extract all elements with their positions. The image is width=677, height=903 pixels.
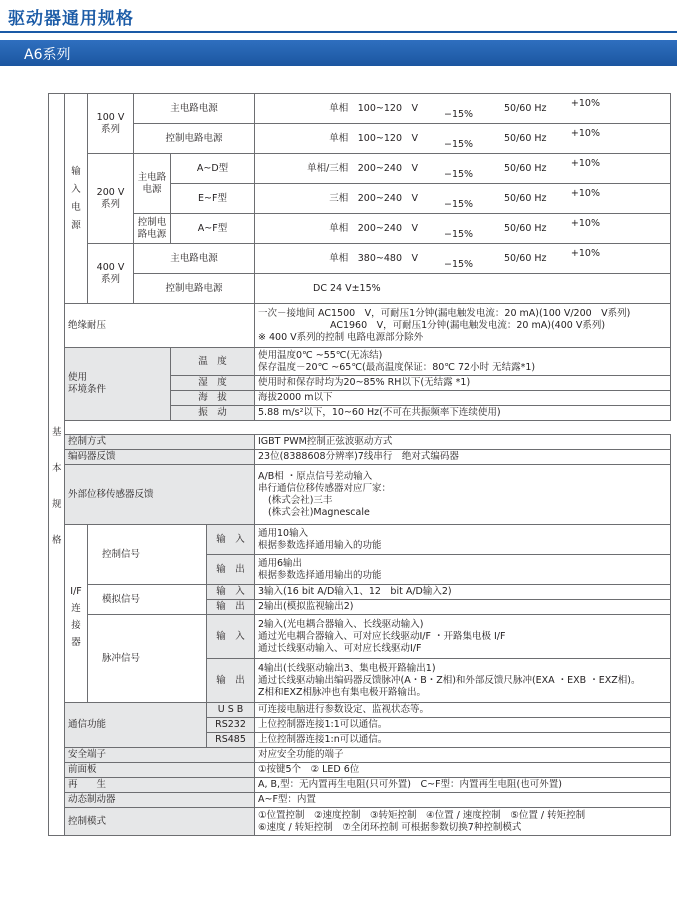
humidity-label: 湿 度 — [171, 376, 255, 391]
v200-ctrl-label: 控制电 路电源 — [134, 214, 171, 244]
v400-main-label: 主电路电源 — [134, 244, 255, 274]
v100-ctrl-value: 单相 100~120 V +10% −15% 50/60 Hz — [255, 124, 671, 154]
rs232-value: 上位控制器连接1:1可以通信。 — [255, 718, 671, 733]
series-bar — [0, 40, 677, 66]
spec-table — [48, 93, 671, 836]
ctrl-method-value: IGBT PWM控制正弦波驱动方式 — [255, 435, 671, 450]
type-ef-label: E~F型 — [171, 184, 255, 214]
env-label: 使用 环境条件 — [65, 348, 171, 421]
encoder-value: 23位(8388608分辨率)7线串行 绝对式编码器 — [255, 450, 671, 465]
ctrl-out-value: 通用6输出 根据参数选择通用输出的功能 — [255, 555, 671, 585]
temp-label: 温 度 — [171, 348, 255, 376]
ctrl-out-label: 输 出 — [207, 555, 255, 585]
regen-label: 再 生 — [65, 778, 255, 793]
analog-out-label: 输 出 — [207, 600, 255, 615]
dyn-brake-label: 动态制动器 — [65, 793, 255, 808]
altitude-label: 海 拔 — [171, 391, 255, 406]
front-label: 前面板 — [65, 763, 255, 778]
dyn-brake-value: A~F型：内置 — [255, 793, 671, 808]
pulse-in-label: 输 入 — [207, 615, 255, 659]
v200-label: 200 V 系列 — [88, 154, 134, 244]
comm-label: 通信功能 — [65, 703, 207, 748]
front-value: ①按键5个 ② LED 6位 — [255, 763, 671, 778]
rs485-value: 上位控制器连接1:n可以通信。 — [255, 733, 671, 748]
ctrl-in-label: 输 入 — [207, 525, 255, 555]
input-power-label: 输 入 电 源 — [65, 94, 88, 304]
usb-label: U S B — [207, 703, 255, 718]
analog-signal-label: 模拟信号 — [88, 585, 207, 615]
insulation-value: 一次－接地间 AC1500 V，可耐压1分钟(漏电触发电流：20 mA)(100 V/200 V系列) AC1960 V，可耐压1分钟(漏电触发电流：20 mA)(400 V系列) ※ 400 V系列的控制 电路电源部分除外 — [255, 304, 671, 348]
ctrl-in-value: 通用10输入 根据参数选择通用输入的功能 — [255, 525, 671, 555]
safety-value: 对应安全功能的端子 — [255, 748, 671, 763]
regen-value: A, B,型：无内置再生电阻(只可外置) C~F型：内置再生电阻(也可外置) — [255, 778, 671, 793]
title-rule — [0, 31, 677, 33]
vibration-value: 5.88 m/s²以下，10~60 Hz(不可在共振频率下连续使用) — [255, 406, 671, 421]
v400-ctrl-value: DC 24 V±15% — [255, 274, 671, 304]
v400-ctrl-label: 控制电路电源 — [134, 274, 255, 304]
rs232-label: RS232 — [207, 718, 255, 733]
temp-value: 使用温度0℃ ~55℃(无冻结) 保存温度－20℃ ~65℃(最高温度保证：80℃ 72小时 无结露*1) — [255, 348, 671, 376]
altitude-value: 海拔2000 m以下 — [255, 391, 671, 406]
v200-main-label: 主电路 电源 — [134, 154, 171, 214]
v100-main-label: 主电路电源 — [134, 94, 255, 124]
analog-in-value: 3输入(16 bit A/D输入1、12 bit A/D输入2) — [255, 585, 671, 600]
encoder-label: 编码器反馈 — [65, 450, 255, 465]
ext-sensor-label: 外部位移传感器反馈 — [65, 465, 255, 525]
pulse-signal-label: 脉冲信号 — [88, 615, 207, 703]
type-af-label: A~F型 — [171, 214, 255, 244]
analog-in-label: 输 入 — [207, 585, 255, 600]
ctrl-signal-label: 控制信号 — [88, 525, 207, 585]
rs485-label: RS485 — [207, 733, 255, 748]
v400-label: 400 V 系列 — [88, 244, 134, 304]
v100-main-value: 单相 100~120 V +10% −15% 50/60 Hz — [255, 94, 671, 124]
page-title: 驱动器通用规格 — [8, 9, 134, 29]
humidity-value: 使用时和保存时均为20~85% RH以下(无结露 *1) — [255, 376, 671, 391]
v200-main-ef-value: 三相 200~240 V +10% −15% 50/60 Hz — [255, 184, 671, 214]
vibration-label: 振 动 — [171, 406, 255, 421]
safety-label: 安全端子 — [65, 748, 255, 763]
v100-ctrl-label: 控制电路电源 — [134, 124, 255, 154]
ctrl-mode-value: ①位置控制 ②速度控制 ③转矩控制 ④位置 / 速度控制 ⑤位置 / 转矩控制 ⑥速度 / 转矩控制 ⑦全闭环控制 可根据参数切换7种控制模式 — [255, 808, 671, 836]
v200-main-ad-value: 单相/三相 200~240 V +10% −15% 50/60 Hz — [255, 154, 671, 184]
insulation-label: 绝缘耐压 — [65, 304, 255, 348]
series-title: A6系列 — [24, 47, 71, 63]
ctrl-mode-label: 控制模式 — [65, 808, 255, 836]
basic-spec-label: 基 本 规 格 — [49, 94, 65, 836]
ctrl-method-label-cell: 控制方式 — [65, 435, 255, 450]
analog-out-value: 2输出(模拟监视输出2) — [255, 600, 671, 615]
v400-main-value: 单相 380~480 V +10% −15% 50/60 Hz — [255, 244, 671, 274]
v100-label: 100 V 系列 — [88, 94, 134, 154]
usb-value: 可连接电脑进行参数设定、监视状态等。 — [255, 703, 671, 718]
type-ad-label: A~D型 — [171, 154, 255, 184]
pulse-out-value: 4输出(长线驱动输出3、集电极开路输出1) 通过长线驱动输出编码器反馈脉冲(A・B・Z相)和外部反馈尺脉冲(EXA ・EXB ・EXZ相)。 Z相和EXZ相脉冲也有集电极开路输出。 — [255, 659, 671, 703]
ext-sensor-value: A/B相 ・原点信号差动输入 串行通信位移传感器对应厂家： (株式会社)三丰 (株式会社)Magnescale — [255, 465, 671, 525]
pulse-out-label: 输 出 — [207, 659, 255, 703]
pulse-in-value: 2输入(光电耦合器输入、长线驱动输入) 通过光电耦合器输入、可对应长线驱动I/F ・开路集电极 I/F 通过长线驱动输入、可对应长线驱动I/F — [255, 615, 671, 659]
io-label: I/F 连 接 器 — [65, 525, 88, 703]
v200-ctrl-value: 单相 200~240 V +10% −15% 50/60 Hz — [255, 214, 671, 244]
